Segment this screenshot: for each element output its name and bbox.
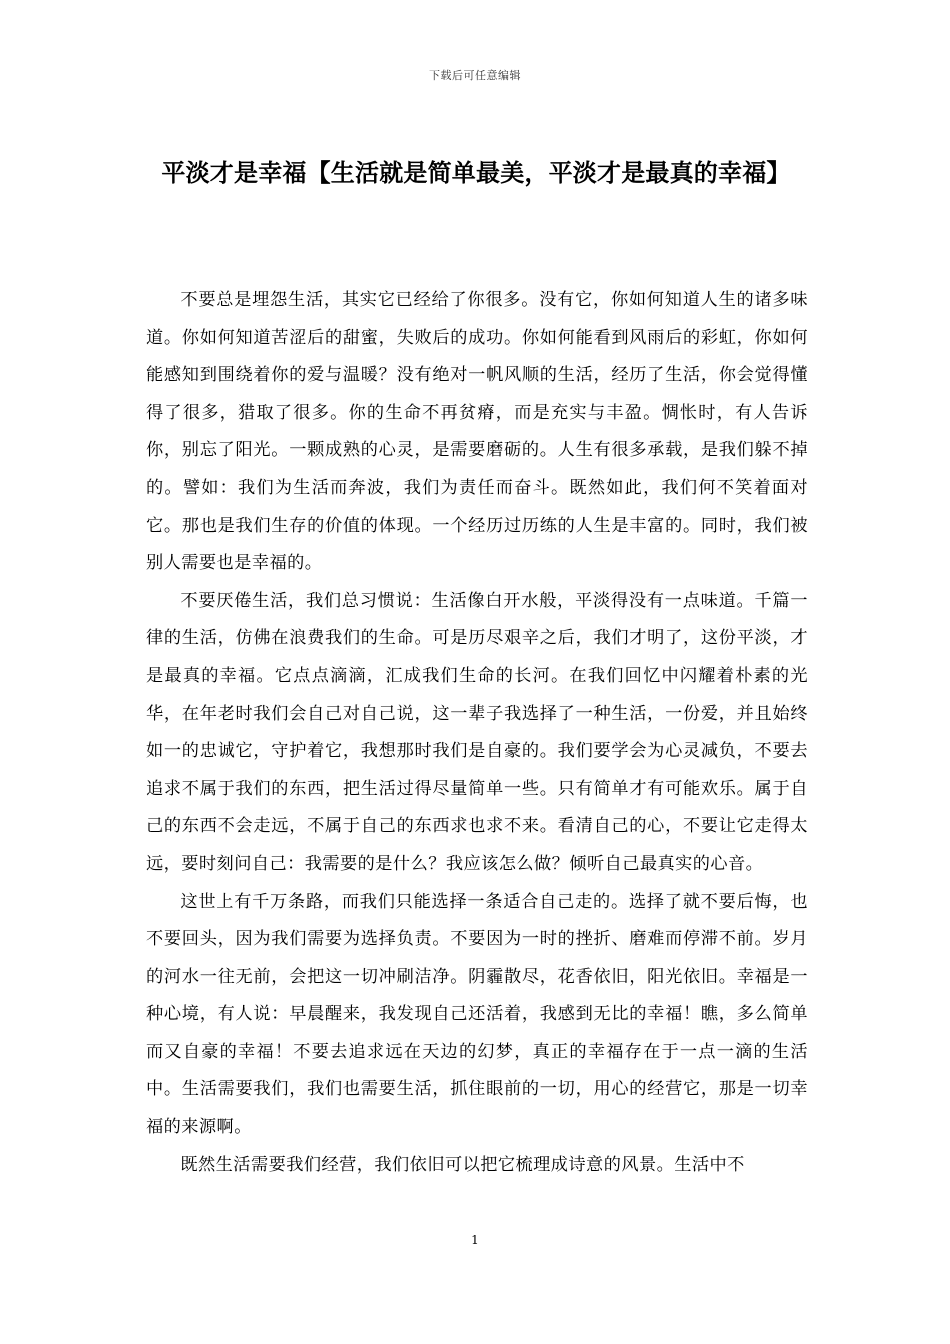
paragraph: 不要厌倦生活，我们总习惯说：生活像白开水般，平淡得没有一点味道。千篇一律的生活，仿佛在浪费我们的生命。可是历尽艰辛之后，我们才明了，这份平淡，才是最真的幸福。它点点滴滴，汇成我们生命的长河。在我们回忆中闪耀着朴素的光华，在年老时我们会自己对自己说，这一辈子我选择了一种生活，一份爱，并且始终如一的忠诚它，守护着它，我想那时我们是自豪的。我们要学会为心灵减负，不要去追求不属于我们的东西，把生活过得尽量简单一些。只有简单才有可能欢乐。属于自己的东西不会走远，不属于自己的东西求也求不来。看清自己的心，不要让它走得太远，要时刻问自己：我需要的是什么？我应该怎么做？倾听自己最真实的心音。: [146, 590, 808, 874]
header-note: 下载后可任意编辑: [429, 69, 521, 82]
document-title: 平淡才是幸福【生活就是简单最美，平淡才是最真的幸福】: [161, 158, 791, 187]
paragraph: 不要总是埋怨生活，其实它已经给了你很多。没有它，你如何知道人生的诸多味道。你如何知道苦涩后的甜蜜，失败后的成功。你如何能看到风雨后的彩虹，你如何能感知到围绕着你的爱与温暖？没有绝对一帆风顺的生活，经历了生活，你会觉得懂得了很多，猎取了很多。你的生命不再贫瘠，而是充实与丰盈。惆怅时，有人告诉你，别忘了阳光。一颗成熟的心灵，是需要磨砺的。人生有很多承载，是我们躲不掉的。譬如：我们为生活而奔波，我们为责任而奋斗。既然如此，我们何不笑着面对它。那也是我们生存的价值的体现。一个经历过历练的人生是丰富的。同时，我们被别人需要也是幸福的。: [146, 290, 808, 574]
document-body: [146, 282, 808, 1184]
paragraph: 既然生活需要我们经营，我们依旧可以把它梳理成诗意的风景。生活中不: [180, 1154, 745, 1175]
page-number: 1: [471, 1233, 479, 1247]
paragraph: 这世上有千万条路，而我们只能选择一条适合自己走的。选择了就不要后悔，也不要回头，因为我们需要为选择负责。不要因为一时的挫折、磨难而停滞不前。岁月的河水一往无前，会把这一切冲刷洁净。阴霾散尽，花香依旧，阳光依旧。幸福是一种心境，有人说：早晨醒来，我发现自己还活着，我感到无比的幸福！瞧，多么简单而又自豪的幸福！不要去追求远在天边的幻梦，真正的幸福存在于一点一滴的生活中。生活需要我们，我们也需要生活，抓住眼前的一切，用心的经营它，那是一切幸福的来源啊。: [146, 891, 808, 1138]
